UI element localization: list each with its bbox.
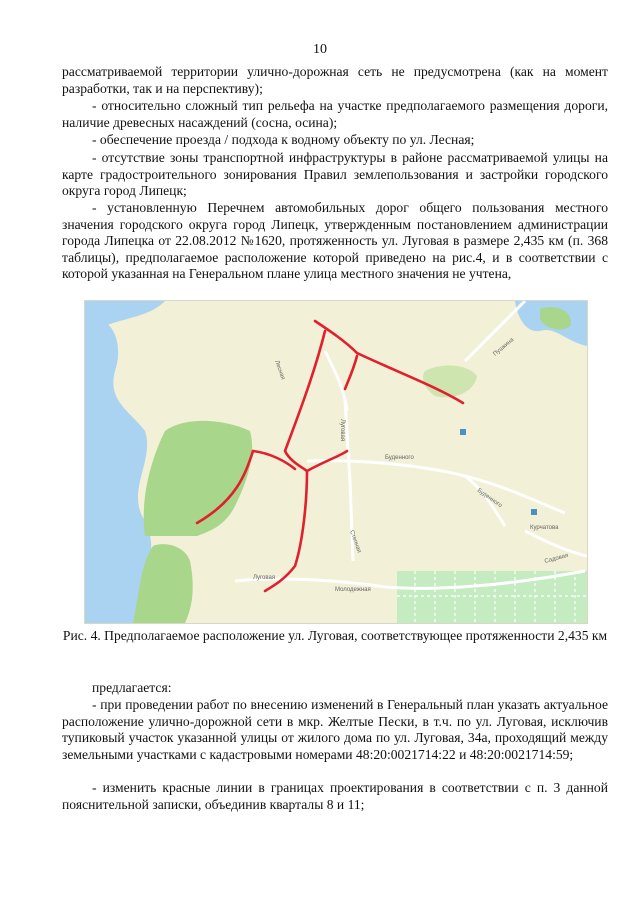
paragraph-7: - при проведении работ по внесению изменений в Генеральный план указать актуальное расположение улично-дорожной сети в мкр. Желтые Пески, в т.ч. по ул. Луговая, исключив тупиковый участок указанной улицы от жилого дома по ул. Луговая, 34а, проходящий между земельными участками с кадастровыми номерами 48:20:0021714:22 и 48:20:0021714:59;	[62, 697, 608, 762]
label-pushkina: Пушкина	[492, 337, 516, 358]
map-figure	[84, 300, 588, 624]
bus-stop-icon-2	[531, 509, 537, 515]
paragraph-5: - установленную Перечнем автомобильных дорог общего пользования местного значения городского округа город Липецк, утвержденным постановлением администрации города Липецка от 22.08.2012 №1620, протяженность ул. Луговая в размере 2,435 км (п. 368 таблицы), предполагаемое расположение которой приведено на рис.4, и в соответствии с которой указанная на Генеральном плане улица местного значения не учтена,	[62, 200, 608, 282]
label-lesnaya: Лесная	[273, 359, 286, 381]
map-canvas	[85, 301, 587, 623]
figure-caption: Рис. 4. Предполагаемое расположение ул. Луговая, соответствующее протяженности 2,435 км	[62, 628, 608, 643]
label-kurchatova: Курчатова	[530, 525, 559, 531]
bus-stop-icon	[460, 429, 466, 435]
label-stepnaya: Степная	[348, 529, 362, 554]
label-budennogo-2: Буденного	[475, 487, 503, 510]
paragraph-6: предлагается:	[92, 680, 172, 695]
paragraph-4: - отсутствие зоны транспортной инфраструктуры в районе рассматриваемой улицы на карте градостроительного зонирования Правил землепользования и застройки городского округа город Липецк;	[62, 150, 608, 199]
label-molodezhnaya: Молодежная	[335, 587, 371, 593]
paragraph-3: - обеспечение проезда / подхода к водному объекту по ул. Лесная;	[92, 132, 475, 147]
label-lugovaya-vertical: Луговая	[339, 419, 345, 442]
label-budennogo-1: Буденного	[385, 455, 414, 461]
plots-area	[397, 571, 587, 623]
label-lugovaya-bottom: Луговая	[253, 575, 276, 581]
page-number: 10	[313, 42, 327, 57]
paragraph-8: - изменить красные линии в границах проектирования в соответствии с п. 3 данной пояснительной записки, объединив кварталы 8 и 11;	[62, 780, 608, 812]
paragraph-2: - относительно сложный тип рельефа на участке предполагаемого размещения дороги, наличие древесных насаждений (сосна, осина);	[62, 98, 608, 130]
label-sadovaya: Садовая	[543, 552, 569, 565]
paragraph-1: рассматриваемой территории улично-дорожная сеть не предусмотрена (как на момент разработки, так и на перспективу);	[62, 64, 608, 96]
